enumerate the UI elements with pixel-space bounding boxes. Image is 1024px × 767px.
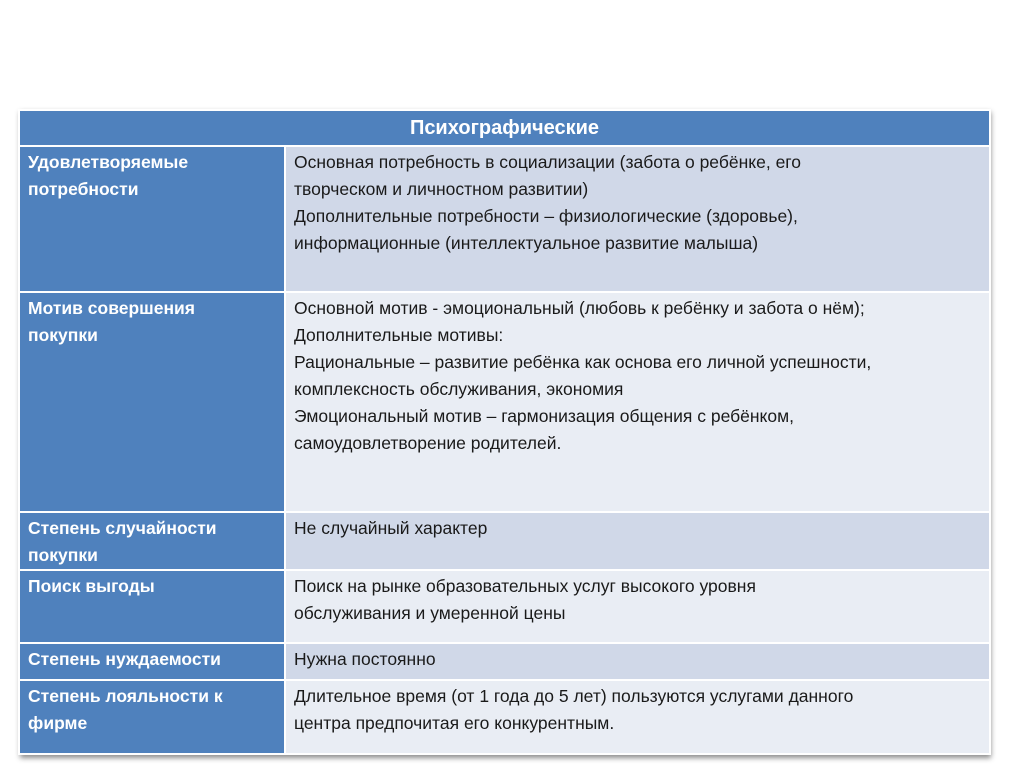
- row-value-line: обслуживания и умеренной цены: [294, 603, 566, 623]
- row-label-line: Удовлетворяемые: [28, 152, 189, 172]
- row-value-line: Длительное время (от 1 года до 5 лет) пользуются услугами данного: [294, 686, 854, 706]
- row-label-line: потребности: [28, 179, 139, 199]
- row-value-line: центра предпочитая его конкурентным.: [294, 713, 615, 733]
- row-value-motive: [285, 292, 990, 512]
- table-header-row: [19, 110, 990, 146]
- row-value-line: Не случайный характер: [294, 518, 488, 538]
- psychographic-table-container: [18, 109, 989, 755]
- row-label-randomness: [19, 512, 285, 570]
- table-row: [19, 146, 990, 292]
- row-label-line: покупки: [28, 325, 98, 345]
- row-value-randomness: [285, 512, 990, 570]
- row-value-line: Нужна постоянно: [294, 649, 436, 669]
- row-label-line: Степень лояльности к: [28, 686, 223, 706]
- row-value-needs: [285, 146, 990, 292]
- row-value-line: творческом и личностном развитии): [294, 179, 589, 199]
- row-value-line: Эмоциональный мотив – гармонизация общения с ребёнком,: [294, 406, 795, 426]
- row-value-line: Дополнительные потребности – физиологические (здоровье),: [294, 206, 798, 226]
- row-label-line: Степень нуждаемости: [28, 649, 221, 669]
- row-label-line: Степень случайности: [28, 518, 217, 538]
- row-value-line: Рациональные – развитие ребёнка как основа его личной успешности,: [294, 352, 872, 372]
- row-label-benefit: [19, 570, 285, 643]
- row-value-need-level: [285, 643, 990, 680]
- row-label-line: Поиск выгоды: [28, 576, 155, 596]
- row-value-loyalty: [285, 680, 990, 754]
- row-value-line: Основная потребность в социализации (забота о ребёнке, его: [294, 152, 802, 172]
- row-value-benefit: [285, 570, 990, 643]
- table-row: [19, 643, 990, 680]
- table-row: [19, 570, 990, 643]
- table-row: [19, 512, 990, 570]
- row-value-line: информационные (интеллектуальное развитие малыша): [294, 233, 759, 253]
- row-label-need-level: [19, 643, 285, 680]
- row-label-motive: [19, 292, 285, 512]
- table-row: [19, 680, 990, 754]
- row-value-line: комплексность обслуживания, экономия: [294, 379, 624, 399]
- row-value-line: Поиск на рынке образовательных услуг высокого уровня: [294, 576, 756, 596]
- row-label-loyalty: [19, 680, 285, 754]
- row-label-line: фирме: [28, 713, 88, 733]
- table-row: [19, 292, 990, 512]
- row-value-line: Основной мотив - эмоциональный (любовь к ребёнку и забота о нём);: [294, 298, 865, 318]
- psychographic-table: [18, 109, 991, 755]
- table-title: Психографические: [19, 110, 990, 146]
- row-label-line: Мотив совершения: [28, 298, 196, 318]
- row-label-needs: [19, 146, 285, 292]
- row-label-line: покупки: [28, 545, 98, 565]
- row-value-line: самоудовлетворение родителей.: [294, 433, 562, 453]
- row-value-line: Дополнительные мотивы:: [294, 325, 504, 345]
